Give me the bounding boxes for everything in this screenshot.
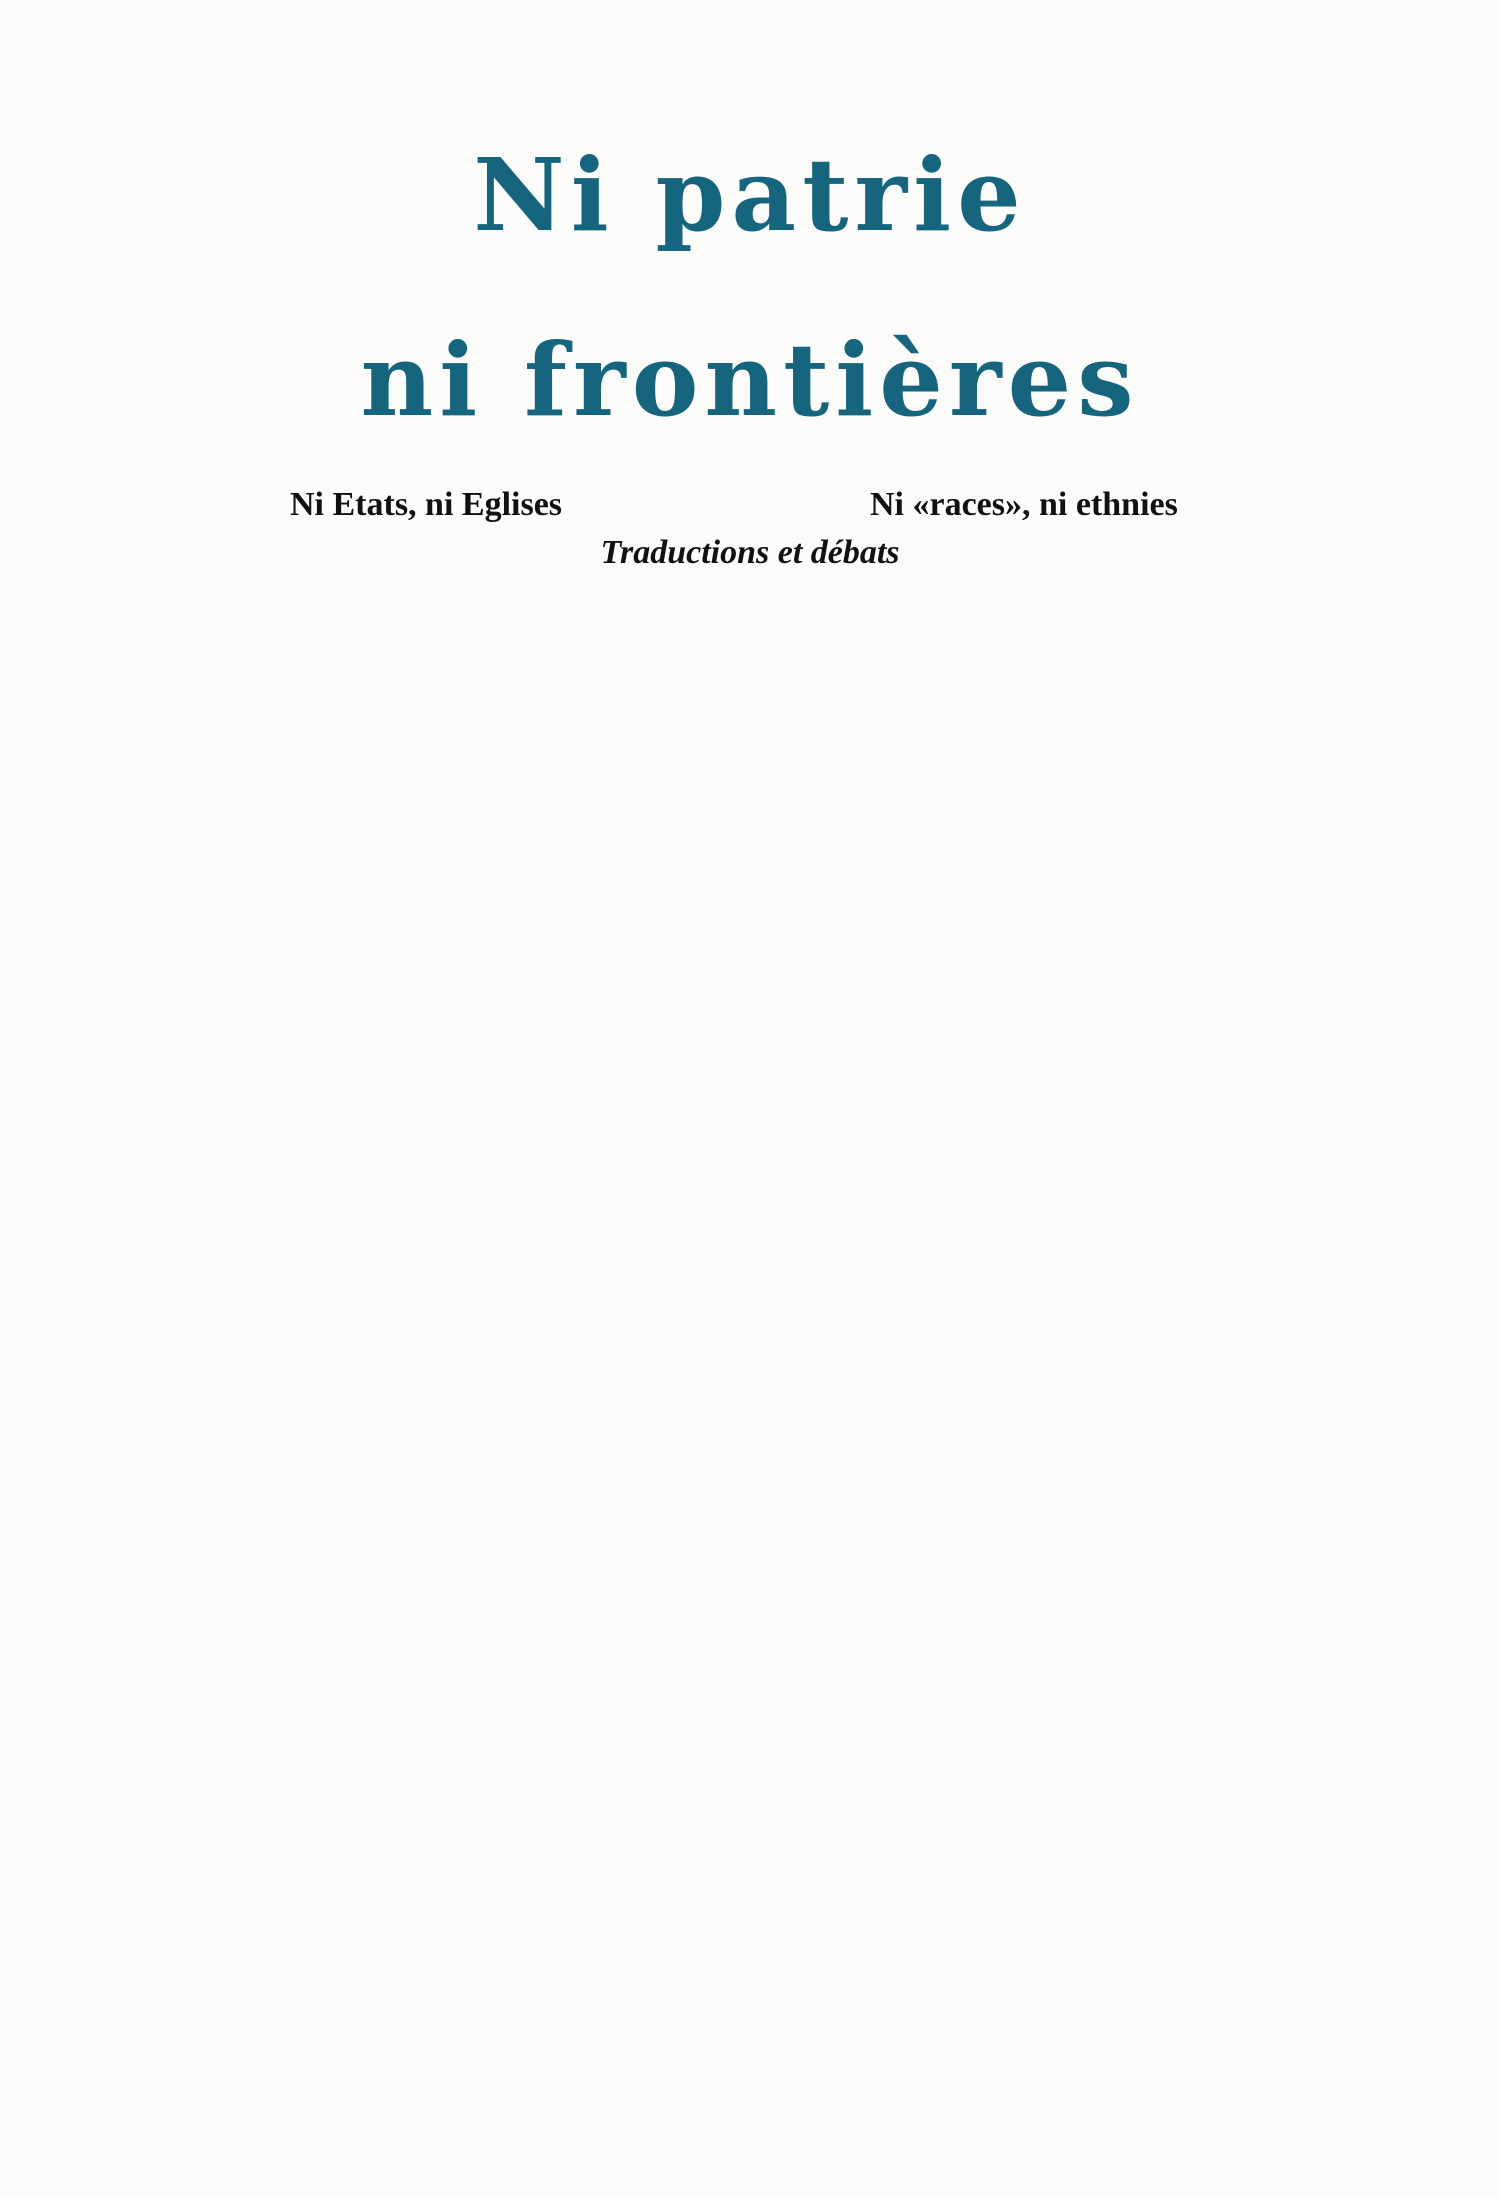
subtitle-tagline: Traductions et débats	[600, 534, 900, 571]
subtitle-left: Ni Etats, ni Eglises	[290, 486, 563, 523]
title-line-2: ni frontières	[360, 321, 1140, 439]
contents-heading	[0, 1508, 1500, 1578]
contents-item	[0, 1588, 1500, 1658]
contents-item	[0, 946, 1500, 1016]
contents-item	[0, 1348, 1500, 1418]
title-line-1: Ni patrie	[473, 136, 1027, 254]
contents-heading	[0, 1187, 1500, 1257]
contents-heading	[0, 1829, 1500, 1899]
contents-item	[0, 866, 1500, 936]
issue-info	[0, 2055, 1500, 2095]
contents-item	[0, 1749, 1500, 1819]
contents-heading	[0, 1668, 1500, 1738]
contents-heading	[0, 1267, 1500, 1337]
subtitle-right: Ni «races», ni ethnies	[870, 486, 1178, 523]
contents-item	[0, 1107, 1500, 1177]
contents-heading	[0, 785, 1500, 855]
contents-heading	[0, 1026, 1500, 1096]
contents-item	[0, 1428, 1500, 1498]
